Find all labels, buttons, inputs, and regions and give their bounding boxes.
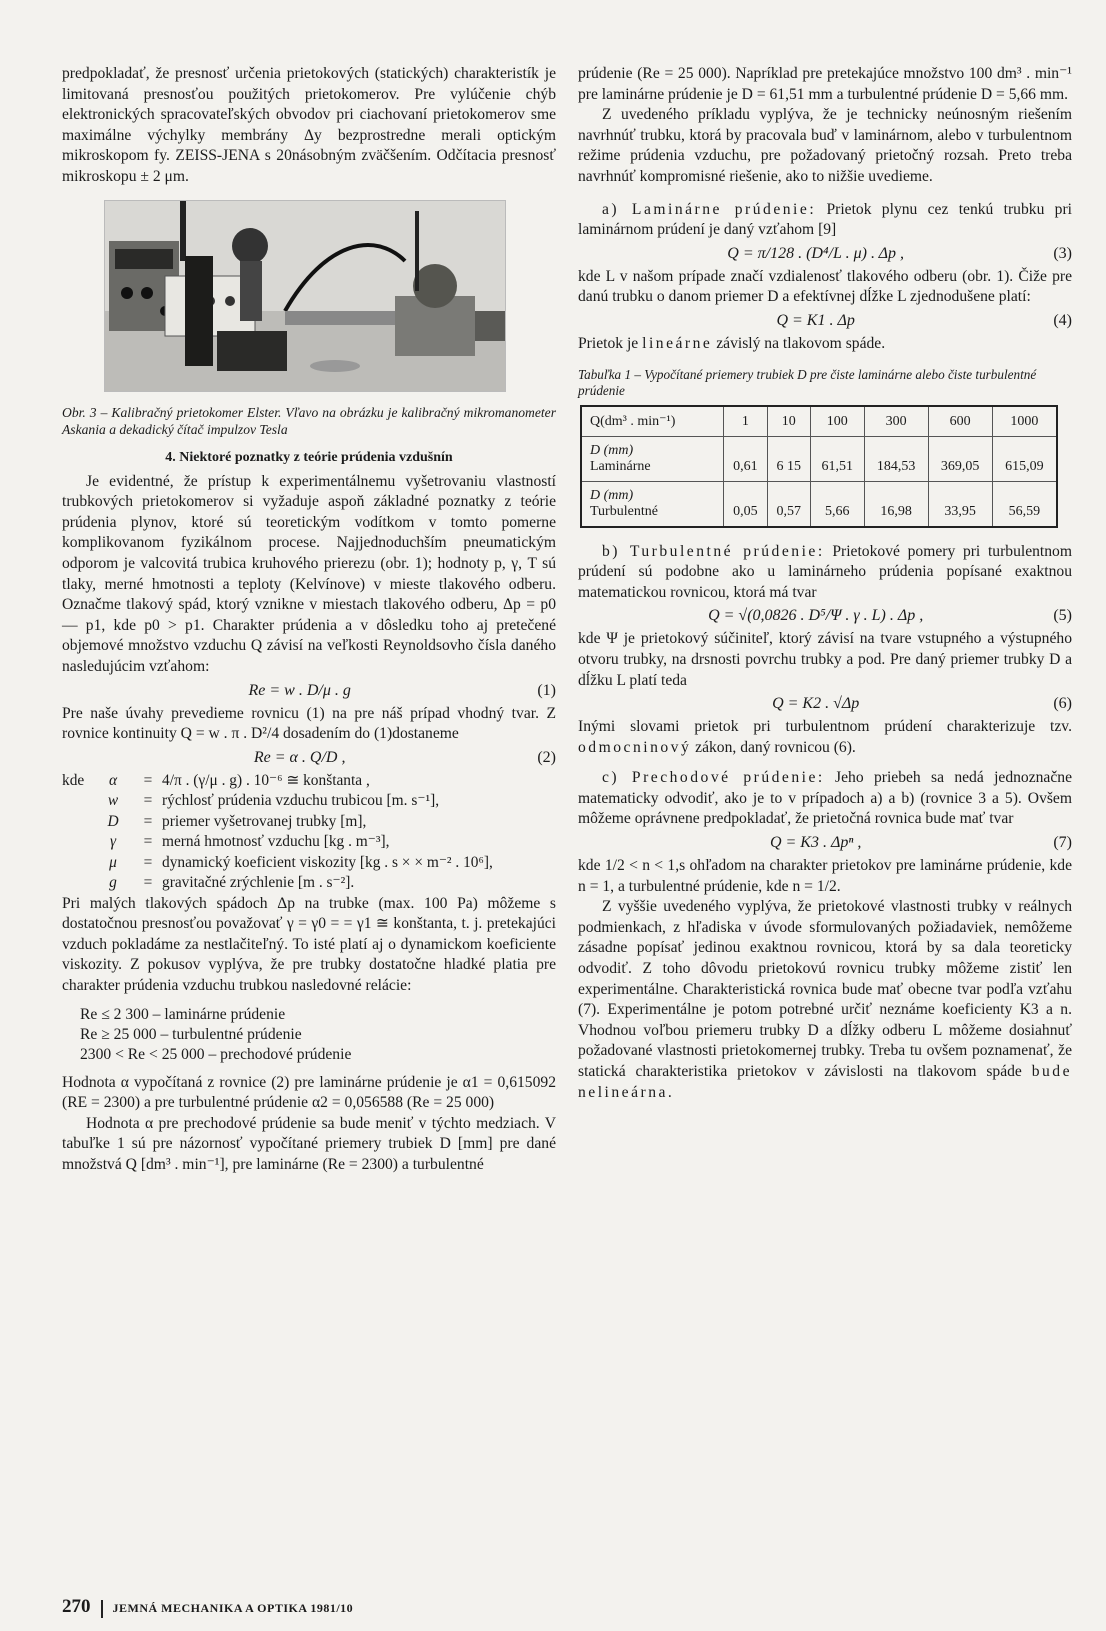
table-header-cell: 100 (810, 406, 864, 437)
table-header-cell: 300 (864, 406, 928, 437)
table-cell: 16,98 (864, 481, 928, 527)
turbulent-text: Prietokové pomery pri turbulentnom prúdení sú podobne ako u laminárneho prúdenia popísané exaktnou matematickou rovnicou, ktorá má tvar (578, 542, 1072, 601)
transition-text: Jeho priebeh sa nedá jednoznačne matematicky odvodiť, ako je to v prípadoch a) a b) (rovnice 3 a 5). Ovšem môžeme oprávnene predpokladať, že prietočná rovnica bude mať tvar (578, 769, 1072, 828)
table-cell: 33,95 (928, 481, 992, 527)
equation-5 (578, 607, 1072, 625)
paragraph-eq3: kde L v našom prípade značí vzdialenosť tlakového odberu (obr. 1). Čiže pre danú trubku o danom priemer D a efektívnej dĺžke L zjednodušene platí: (578, 267, 1072, 306)
definition-row: μ = dynamický koeficient viskozity [kg . s × × m⁻² . 10⁶], (62, 853, 556, 874)
paragraph-final: Z vyššie uvedeného vyplýva, že prietokové vlastnosti trubky v reálnych podmienkach, z hľadiska v úvode sformulovaných požiadaviek, nemôžeme zásadne popísať jedinou exaktnou rovnicou, ktorá by sa dala teoreticky odvodiť. Z toho dôvodu prietokovú rovnicu trubky môžeme zistiť len experimentálne. Charakteristická rovnica bude mať obecne tvar podľa vzťahu (7). Experimentálne je potom potrebné určiť neznáme koeficienty K3 a n. Vhodnou voľbou priemeru trubky D a dĺžky odberu L môžeme dosiahnuť požadované vlastnosti prietokomernej trubky. Treba tu ovšem poznamenať, že statická charakteristika prietokov v závislosti na tlakovom spáde bude nelineárna. (578, 898, 1072, 1101)
table-cell: 5,66 (810, 481, 864, 527)
left-column (62, 64, 556, 1176)
equation-7-body: Q = K3 . Δpⁿ , (769, 834, 862, 852)
equation-6-body: Q = K2 . √Δp (772, 695, 860, 713)
turbulent-label: b) Turbulentné prúdenie: (602, 542, 825, 560)
table-row (581, 481, 1057, 527)
table-row-label: D (mm) Turbulentné (581, 481, 724, 527)
paragraph-eq5: kde Ψ je prietokový súčiniteľ, ktorý závisí na tvare vstupného a výstupného otvoru trubky, na drsnosti povrchu trubky a pod. Pre daný priemer trubky D a dĺžku L platí teda (578, 630, 1072, 689)
footer-divider (101, 1600, 103, 1618)
paragraph-intro: predpokladať, že presnosť určenia prietokových (statických) charakteristík je limitovaná presnosťou použitých prietokomerov. Pre vylúčenie chýb elektronických spracovateľských obvodov pri ciachovaní prietokomerov sme maximálne výchylky membrány Δy bezprostredne merali optickým mikroskopom fy. ZEISS-JENA s 20násobným zväčšením. Odčítacia presnosť mikroskopu ± 2 μm. (62, 65, 556, 185)
definition-text: gravitačné zrýchlenie [m . s⁻²]. (162, 874, 355, 892)
table-header-cell: 1 (724, 406, 767, 437)
definition-symbol: γ (109, 833, 117, 851)
table-cell: 369,05 (928, 436, 992, 481)
root-law-word: odmocninový (578, 738, 692, 756)
equation-4-number: (4) (1053, 311, 1072, 329)
paragraph-transition (578, 768, 1072, 830)
paragraph-example: Z uvedeného príkladu vyplýva, že je technicky neúnosným riešením navrhnúť trubku, ktorá by pracovala buď v laminárnom, alebo v turbulentnom režime prúdenia vzduchu, pre požadovaný prietočný rozsah. Preto treba navrhnúť kompromisné riešenie, ako to nižšie uvedieme. (578, 106, 1072, 185)
page-number: 270 (62, 1596, 91, 1617)
definition-symbol: D (107, 812, 119, 830)
definition-row: kde α = 4/π . (γ/μ . g) . 10⁻⁶ ≅ konštanta , (62, 771, 556, 792)
paragraph-laminar (578, 200, 1072, 241)
definition-text: merná hmotnosť vzduchu [kg . m⁻³], (162, 833, 390, 851)
journal-name: JEMNÁ MECHANIKA A OPTIKA 1981/10 (112, 1601, 354, 1615)
definition-row: γ = merná hmotnosť vzduchu [kg . m⁻³], (62, 832, 556, 853)
equation-3-number: (3) (1053, 244, 1072, 262)
section-title: 4. Niektoré poznatky z teórie prúdenia vzdušnín (165, 449, 453, 465)
table-header-cell: Q(dm³ . min⁻¹) (581, 406, 724, 437)
paragraph-turbulent (578, 542, 1072, 604)
paragraph-theory: Je evidentné, že prístup k experimentálnemu vyšetrovaniu vlastností trubkových prietokomerov si vyžaduje aspoň základné poznatky z teórie prúdenia plynov, ktoré sú teoretickým vodítkom v tomto pomerne komplikovanom fyzikálnom procese. Najjednoduchším pneumatickým odporom je valcovitá trubica kruhového prierezu (obr. 1); hodnoty p, γ, T sú tlaky, merné hmotnosti a teploty (Kelvínove) v mieste tlakového odberu. Označme tlakový spád, ktorý vznikne v miestach tlakového odberu, Δp = p0 — p1, kde p0 > p1. Charakter prúdenia a v dôsledku toho aj pretečené objemové množstvo vzduchu Q závisí na veľkosti Reynoldsovho čísla daného nasledujúcim vzťahom: (62, 472, 556, 675)
table-header-cell: 10 (767, 406, 810, 437)
equation-5-body: Q = √(0,0826 . D⁵/Ψ . γ . L) . Δp , (708, 607, 924, 625)
linear-word: lineárne (642, 334, 713, 352)
page-footer (62, 1596, 353, 1618)
definition-row: w = rýchlosť prúdenia vzduchu trubicou [m. s⁻¹], (62, 791, 556, 812)
table-header-cell: 600 (928, 406, 992, 437)
equation-2-number: (2) (537, 748, 556, 766)
equation-6 (578, 695, 1072, 713)
figure-photo-flowmeter (104, 200, 506, 392)
paragraph-exponent: kde 1/2 < n < 1,s ohľadom na charakter prietokov pre laminárne prúdenie, kde n = 1, a turbulentné prúdenie, kde n = 1/2. (578, 857, 1072, 895)
definition-text: 4/π . (γ/μ . g) . 10⁻⁶ ≅ konštanta , (162, 771, 370, 789)
equation-4-body: Q = K1 . Δp (776, 311, 855, 329)
laminar-label: a) Laminárne prúdenie: (602, 200, 817, 218)
equation-4 (578, 312, 1072, 330)
table-cell: 6 15 (767, 436, 810, 481)
paragraph-root-law: Inými slovami prietok pri turbulentnom prúdení charakterizuje tzv. odmocninový zákon, daný rovnicou (6). (578, 718, 1072, 756)
nonlinear-word: bude nelineárna. (578, 1063, 1072, 1101)
equation-1-number: (1) (537, 681, 556, 699)
diameter-table (580, 405, 1058, 528)
equation-3-body: Q = π/128 . (D⁴/L . μ) . Δp , (727, 244, 905, 262)
definition-text: priemer vyšetrovanej trubky [m], (162, 812, 367, 830)
relation-transition: 2300 < Re < 25 000 – prechodové prúdenie (80, 1045, 352, 1063)
table-header-cell: 1000 (992, 406, 1057, 437)
right-column (578, 64, 1072, 1103)
table-row (581, 436, 1057, 481)
definition-symbol: w (107, 792, 119, 810)
equation-6-number: (6) (1053, 695, 1072, 713)
paragraph-alpha-2: Hodnota α pre prechodové prúdenie sa bude meniť v týchto medziach. V tabuľke 1 sú pre názornosť vypočítané priemery trubiek D [mm] pre dané množstvá Q [dm³ . min⁻¹], pre laminárne (Re = 2300) a turbulentné (62, 1114, 556, 1174)
relation-turbulent: Re ≥ 25 000 – turbulentné prúdenie (80, 1025, 302, 1043)
table-cell: 61,51 (810, 436, 864, 481)
equation-1 (62, 682, 556, 700)
definitions-list (62, 771, 556, 894)
table-caption: Tabuľka 1 – Vypočítané priemery trubiek D pre čiste laminárne alebo čiste turbulentné prúdenie (578, 366, 1037, 398)
table-cell: 0,61 (724, 436, 767, 481)
transition-label: c) Prechodové prúdenie: (602, 769, 825, 787)
equation-2-body: Re = α . Q/D , (253, 748, 346, 766)
equation-5-number: (5) (1053, 607, 1072, 625)
relation-laminar: Re ≤ 2 300 – laminárne prúdenie (80, 1005, 286, 1023)
table-row-label: D (mm) Laminárne (581, 436, 724, 481)
definition-text: dynamický koeficient viskozity [kg . s × × m⁻² . 10⁶], (162, 853, 493, 871)
paragraph-eq1: Pre naše úvahy prevedieme rovnicu (1) na pre náš prípad vhodný tvar. Z rovnice kontinuity Q = w . π . D²/4 dosadením do (1)dostaneme (62, 704, 556, 743)
definitions-kde: kde (62, 771, 85, 789)
table-cell: 56,59 (992, 481, 1057, 527)
definition-symbol: α (108, 771, 118, 789)
table-cell: 0,57 (767, 481, 810, 527)
paragraph-alpha: Hodnota α vypočítaná z rovnice (2) pre laminárne prúdenie je α1 = 0,615092 (RE = 2300) a pre turbulentné prúdenie α2 = 0,056588 (Re = 25 000) (62, 1073, 556, 1112)
table-header-row (581, 406, 1057, 437)
definition-row: g = gravitačné zrýchlenie [m . s⁻²]. (62, 873, 556, 894)
equation-7 (578, 834, 1072, 852)
paragraph-small-pressure: Pri malých tlakových spádoch Δp na trubke (max. 100 Pa) môžeme s dostatočnou presnosťou považovať γ = γ0 = = γ1 ≅ konštanta, t. j. pretekajúci vzduch pokladáme za nestlačiteľný. To isté platí aj o dynamickom koeficiente viskozity. Z pokusov vyplýva, že pre trubky dostatočne hladké platia pre charakter prúdenia vzduchu trubkou nasledovné relácie: (62, 894, 556, 995)
definition-symbol: g (109, 874, 117, 892)
reynolds-relations (80, 1005, 556, 1065)
paragraph-linear: Prietok je lineárne závislý na tlakovom spáde. (578, 334, 886, 352)
table-cell: 615,09 (992, 436, 1057, 481)
equation-3 (578, 245, 1072, 263)
definition-text: rýchlosť prúdenia vzduchu trubicou [m. s⁻¹], (162, 792, 440, 810)
laminar-text: Prietok plynu cez tenkú trubku pri laminárnom prúdení je daný vzťahom [9] (578, 200, 1072, 239)
photo-illustration (105, 201, 505, 391)
table-cell: 0,05 (724, 481, 767, 527)
equation-2 (62, 749, 556, 767)
table-cell: 184,53 (864, 436, 928, 481)
equation-1-body: Re = w . D/μ . g (248, 681, 351, 699)
definition-symbol: μ (109, 853, 117, 871)
figure-caption: Obr. 3 – Kalibračný prietokomer Elster. Vľavo na obrázku je kalibračný mikromanometer Askania a dekadický čítač impulzov Tesla (62, 404, 556, 437)
equation-7-number: (7) (1053, 834, 1072, 852)
paragraph-continuation: prúdenie (Re = 25 000). Napríklad pre pretekajúce množstvo 100 dm³ . min⁻¹ pre laminárne prúdenie je D = 61,51 mm a turbulentné prúdenie D = 5,66 mm. (578, 65, 1072, 103)
definition-row: D = priemer vyšetrovanej trubky [m], (62, 812, 556, 833)
